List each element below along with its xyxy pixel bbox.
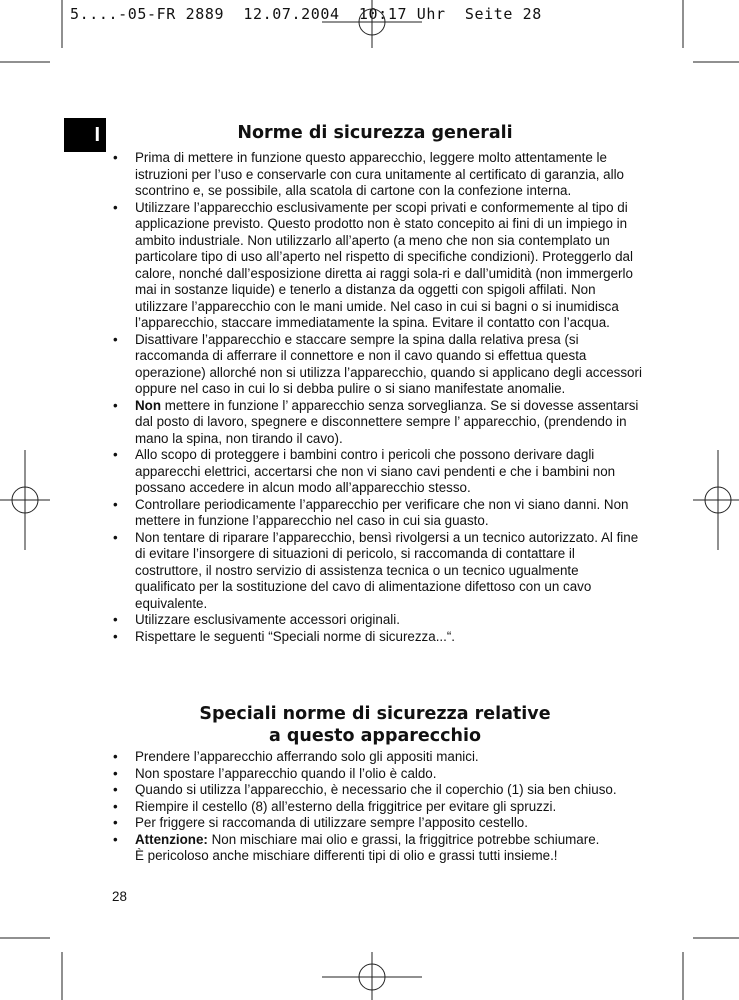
emphasis-label: Non <box>135 397 162 413</box>
list-item: • Rispettare le seguenti “Speciali norme di sicurezza...“. <box>112 629 642 646</box>
list-item: • Disattivare l’apparecchio e staccare sempre la spina dalla relativa presa (si raccomanda di afferrare il connettore e non il cavo quando si effettua questa operazione) allorché non si utilizza l’apparecchio, quando si applicano degli accessori oppure nel caso in cui lo si debba pulire o si siano manifestate anomalie. <box>112 332 642 398</box>
special-safety-list <box>112 749 642 865</box>
list-item: • Riempire il cestello (8) all’esterno della friggitrice per evitare gli spruzzi. <box>112 799 642 816</box>
language-tab: I <box>64 118 106 152</box>
registration-mark-bottom <box>322 952 422 1000</box>
list-item: • Prendere l’apparecchio afferrando solo gli appositi manici. <box>112 749 642 766</box>
list-item: • Prima di mettere in funzione questo apparecchio, leggere molto attentamente le istruzioni per l’uso e conservarle con cura unitamente al certificato di garanzia, allo scontrino e, se possibile, alla scatola di cartone con la confezione interna. <box>112 150 642 200</box>
list-item <box>112 398 642 448</box>
list-item: • Allo scopo di proteggere i bambini contro i pericoli che possono derivare dagli apparecchi elettrici, accertarsi che non vi siano cavi pendenti e che i bambini non possano accedere in alcun modo all’apparecchio stesso. <box>112 447 642 497</box>
registration-mark-top <box>322 0 422 48</box>
list-item: • Non tentare di riparare l’apparecchio, bensì rivolgersi a un tecnico autorizzato. Al fine di evitare l’insorgere di situazioni di pericolo, si raccomanda di contattare il costruttore, il nostro servizio di assistenza tecnica o un tecnico ugualmente qualificato per la sostituzione del cavo di alimentazione difettoso con un cavo equivalente. <box>112 530 642 613</box>
print-slug-line: 5....-05-FR 2889 12.07.2004 10:17 Uhr Seite 28 <box>70 5 542 23</box>
list-item-text: Non mischiare mai olio e grassi, la friggitrice potrebbe schiumare. <box>207 831 600 847</box>
registration-mark-left <box>0 450 50 550</box>
list-item: • Per friggere si raccomanda di utilizzare sempre l’apposito cestello. <box>112 815 642 832</box>
list-item-text: mettere in funzione l’ apparecchio senza sorveglianza. Se si dovesse assentarsi dal posto di lavoro, spegnere e disconnettere sempre l’ apparecchio, (prendendo in mano la spina, non tirando il cavo). <box>135 397 639 446</box>
list-item: • Utilizzare esclusivamente accessori originali. <box>112 612 642 629</box>
list-item-text: È pericoloso anche mischiare differenti tipi di olio e grassi tutti insieme.! <box>135 848 558 863</box>
list-item: • Quando si utilizza l’apparecchio, è necessario che il coperchio (1) sia ben chiuso. <box>112 782 642 799</box>
general-safety-list <box>112 150 642 645</box>
section-title-general-safety: Norme di sicurezza generali <box>237 123 513 143</box>
list-item: • Utilizzare l’apparecchio esclusivamente per scopi privati e conformemente al tipo di applicazione previsto. Questo prodotto non è stato concepito ai fini di un impiego in ambito industriale. Non utilizzarlo all’aperto (a meno che non sia contemplato un particolare tipo di uso all’aperto nel rispetto di specifiche condizioni). Proteggerlo dal calore, nonché dall’esposizione diretta ai raggi sola-ri e dall’umidità (non immergerlo mai in sostanze liquide) e tenerlo a distanza da oggetti con spigoli affilati. Non utilizzare l’apparecchio con le mani umide. Nel caso in cui si bagni o si inumidisca l’apparecchio, staccare immediatamente la spina. Evitare il contatto con l’acqua. <box>112 200 642 332</box>
section-title-special-safety <box>112 703 638 747</box>
list-item: • Controllare periodicamente l’apparecchio per verificare che non vi siano danni. Non mettere in funzione l’apparecchio nel caso in cui sia guasto. <box>112 497 642 530</box>
registration-mark-right <box>693 450 739 550</box>
page-number: 28 <box>112 889 127 904</box>
section-title-line: Speciali norme di sicurezza relative <box>199 704 551 724</box>
list-item: • Non spostare l’apparecchio quando il l’olio è caldo. <box>112 766 642 783</box>
list-item <box>112 832 642 865</box>
emphasis-label: Attenzione: <box>135 831 208 847</box>
section-title-line: a questo apparecchio <box>268 726 482 746</box>
